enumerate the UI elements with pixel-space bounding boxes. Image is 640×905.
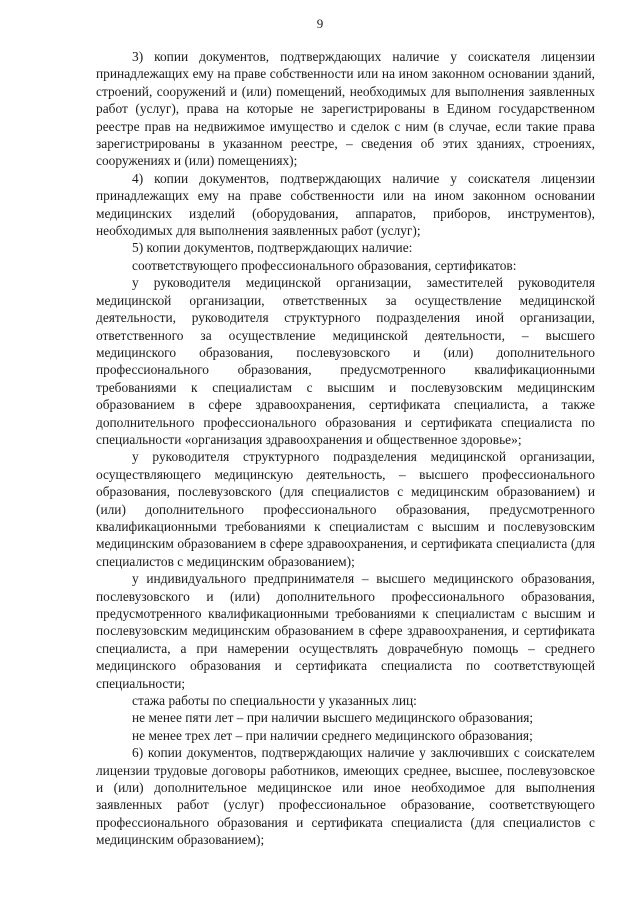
paragraph-item-5: 5) копии документов, подтверждающих наличие:	[132, 240, 413, 256]
page-number: 9	[316, 16, 324, 31]
paragraph-item-6: 6) копии документов, подтверждающих наличие у заключивших с соискателем лицензии трудовые договоры работников, имеющих среднее, высшее, послевузовское и (или) дополнительное медицинское или иное необходимое для выполнения заявленных работ (услуг) профессиональное образование, соответствующего профессионального образования и сертификата специалиста (для специалистов с медицинским образованием);	[96, 745, 595, 848]
document-body	[96, 48, 595, 849]
paragraph-item-4: 4) копии документов, подтверждающих наличие у соискателя лицензии принадлежащих ему на праве собственности или на ином законном основании медицинских изделий (оборудования, аппаратов, приборов, инструментов), необходимых для выполнения заявленных работ (услуг);	[96, 170, 595, 239]
paragraph-item-3: 3) копии документов, подтверждающих наличие у соискателя лицензии принадлежащих ему на праве собственности или на ином законном основании зданий, строений, сооружений и (или) помещений, необходимых для выполнения заявленных работ (услуг), права на которые не зарегистрированы в Едином государственном реестре прав на недвижимое имущество и сделок с ним (в случае, если такие права зарегистрированы в указанном реестре, – сведения об этих зданиях, строениях, сооружениях и (или) помещениях);	[96, 49, 595, 169]
paragraph-experience-secondary: не менее трех лет – при наличии среднего медицинского образования;	[132, 727, 533, 743]
paragraph-individual-entrepreneur: у индивидуального предпринимателя – высшего медицинского образования, послевузовского и (или) дополнительного профессионального образования, предусмотренного квалификационными требованиями к специалистам с высшим и послевузовским медицинским образованием в сфере здравоохранения, и сертификата специалиста, а при намерении осуществлять доврачебную помощь – среднего медицинского образования и сертификата специалиста по соответствующей специальности;	[96, 571, 595, 691]
paragraph-head-of-division: у руководителя структурного подразделения медицинской организации, осуществляющего медицинскую деятельность, – высшего профессионального образования, послевузовского (для специалистов с медицинским образованием) и (или) дополнительного профессионального образования, предусмотренного квалификационными требованиями к специалистам с высшим и послевузовским медицинским образованием в сфере здравоохранения, и сертификата специалиста (для специалистов с медицинским образованием);	[96, 449, 595, 569]
paragraph-education-heading: соответствующего профессионального образования, сертификатов:	[132, 257, 517, 273]
paragraph-experience-heading: стажа работы по специальности у указанных лиц:	[132, 693, 417, 709]
paragraph-experience-higher: не менее пяти лет – при наличии высшего медицинского образования;	[132, 710, 534, 726]
paragraph-head-of-organization: у руководителя медицинской организации, заместителей руководителя медицинской организации, ответственных за осуществление медицинской деятельности, руководителя структурного подразделения иной организации, ответственного за осуществление медицинской деятельности, – высшего медицинского образования, послевузовского и (или) дополнительного профессионального образования, предусмотренного квалификационными требованиями к специалистам с высшим и послевузовским медицинским образованием в сфере здравоохранения, сертификата специалиста, а также дополнительного профессионального образования и сертификата специалиста по специальности «организация здравоохранения и общественное здоровье»;	[96, 275, 595, 447]
